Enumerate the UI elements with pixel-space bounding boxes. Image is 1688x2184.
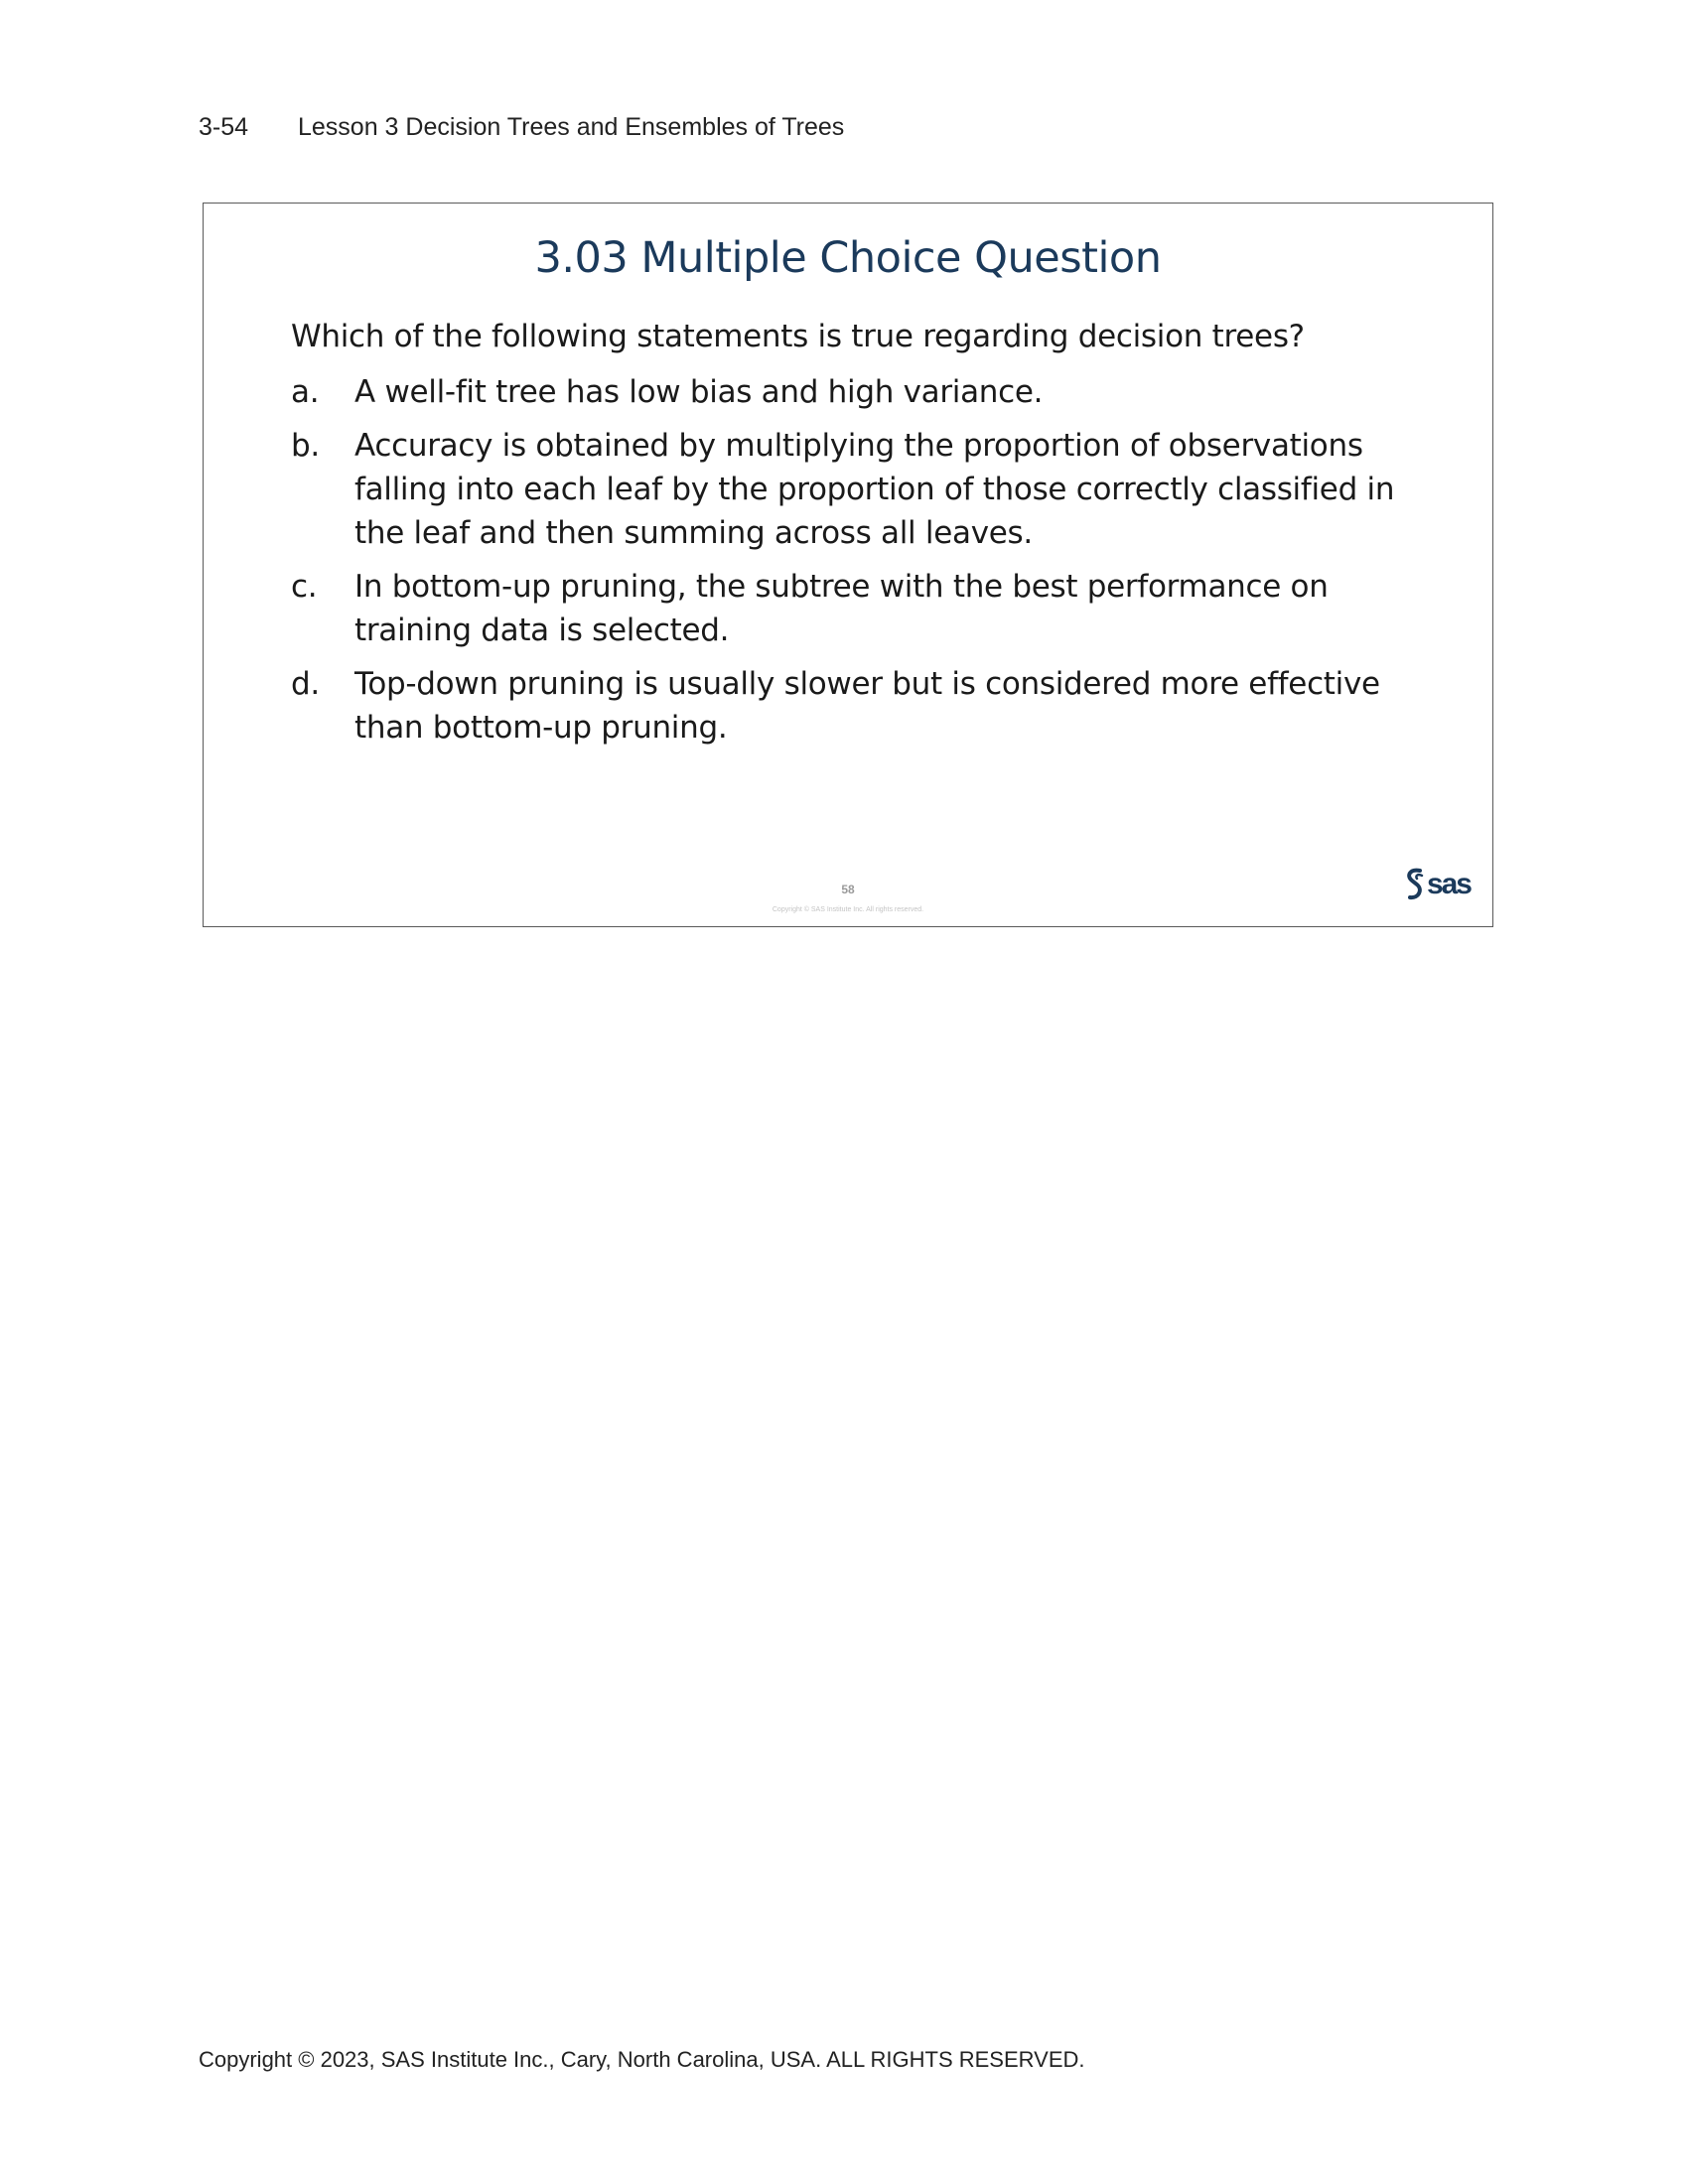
option-letter: c. [291, 569, 318, 605]
page-header [199, 113, 844, 142]
option-c [291, 565, 1443, 652]
option-b [291, 424, 1443, 555]
option-letter: d. [291, 666, 320, 702]
sas-wordmark: sas [1426, 868, 1471, 900]
slide-frame [203, 203, 1493, 927]
slide-number: 58 [841, 883, 855, 896]
option-text: Accuracy is obtained by multiplying the proportion of observations falling into each leaf by the proportion of those correctly classified in the leaf and then summing across all leaves. [354, 428, 1395, 551]
slide-title: 3.03 Multiple Choice Question [534, 233, 1162, 283]
option-text: Top-down pruning is usually slower but is considered more effective than bottom-up pruning. [354, 666, 1380, 746]
option-letter: b. [291, 428, 320, 464]
lesson-title: Lesson 3 Decision Trees and Ensembles of Trees [298, 113, 845, 141]
option-d [291, 662, 1443, 750]
sas-swirl-icon [1404, 867, 1426, 902]
option-text: In bottom-up pruning, the subtree with the best performance on training data is selected. [354, 569, 1329, 648]
option-letter: a. [291, 374, 320, 410]
options-list [291, 370, 1443, 759]
page-footer-copyright: Copyright © 2023, SAS Institute Inc., Cary, North Carolina, USA. ALL RIGHTS RESERVED. [199, 2047, 1085, 2072]
slide-copyright: Copyright © SAS Institute Inc. All rights reserved. [772, 906, 924, 913]
sas-logo [1404, 867, 1471, 902]
option-a [291, 370, 1443, 414]
question-text: Which of the following statements is true regarding decision trees? [291, 319, 1305, 354]
page-number: 3-54 [199, 113, 249, 141]
option-text: A well-fit tree has low bias and high variance. [354, 374, 1044, 410]
